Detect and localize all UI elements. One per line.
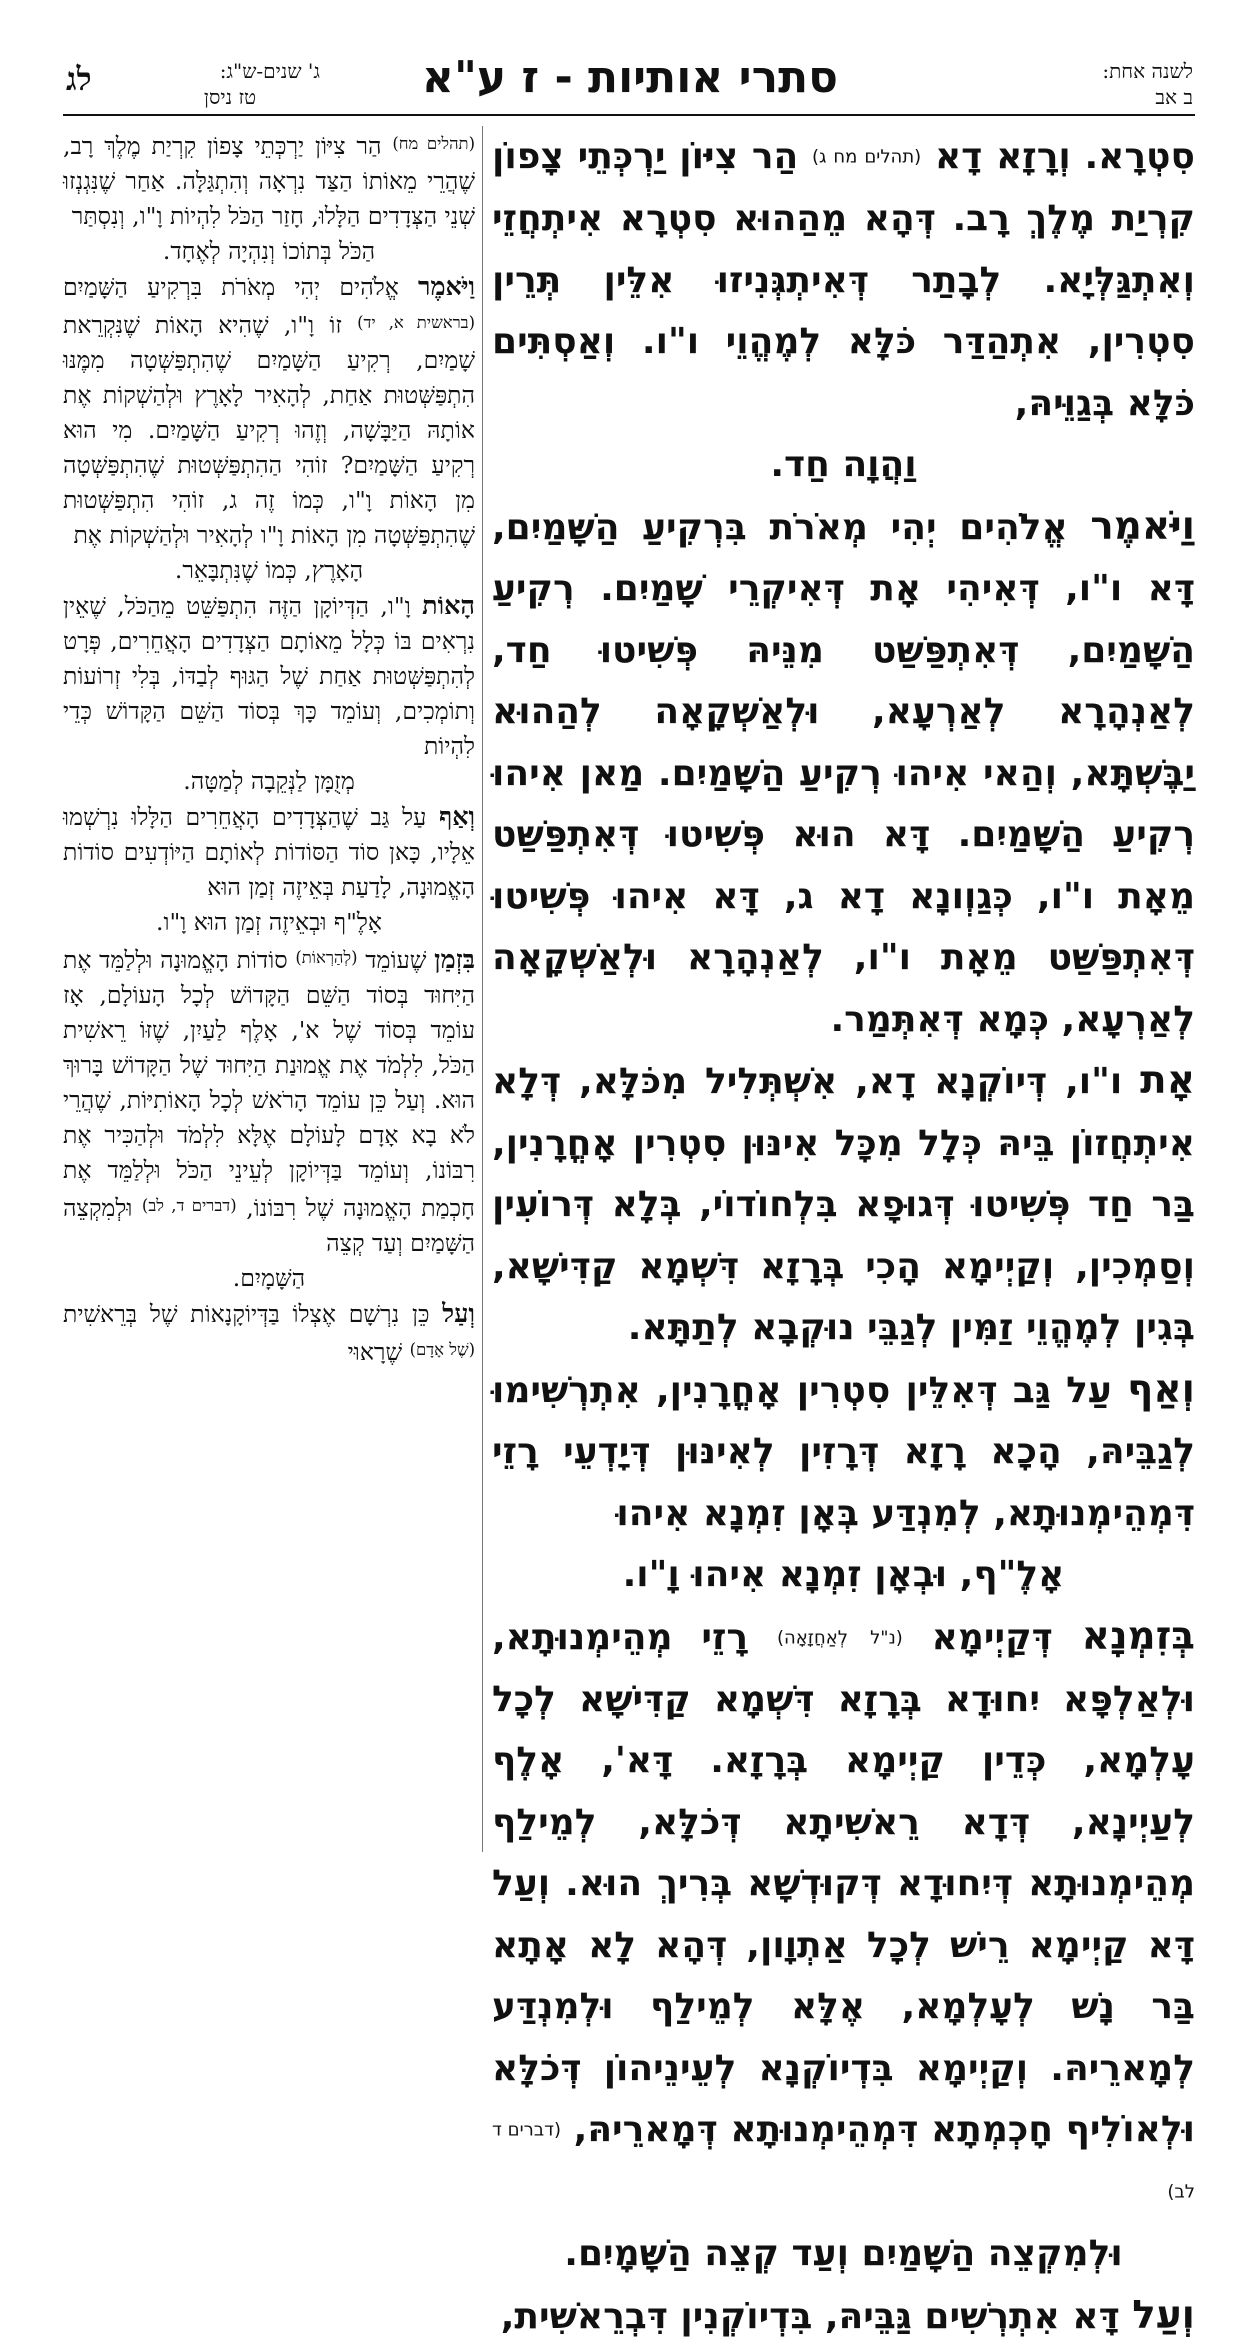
side-text: וָ"ו, הַדְּיוֹקָן הַזֶּה הִתְפַּשֵּׁט מֵהַכֹּל, שֶׁאֵין נִרְאִים בּוֹ כְּלָל מֵאוֹתָם הַצְּדָדִים הָאֲחֵרִים, פְּרָט לְהִתְפַּשְּׁטוּת אַחַת שֶׁל הַגּוּף לְבַדּוֹ, בְּלִי זְרוֹעוֹת וְתוֹמְכִים, וְעוֹמֵד כָּךְ בְּסוֹד הַשֵּׁם הַקָּדוֹשׁ כְּדֵי לִהְיוֹת xyxy=(63,591,475,760)
header-left-line1: ג' שנים-ש"ג: xyxy=(219,59,320,83)
paragraph-opener: בְּזִמְנָא xyxy=(1081,1613,1195,1659)
paragraph-opener: וְעַל xyxy=(1132,2292,1195,2338)
paragraph-opener: וַיֹּאמֶר xyxy=(1090,503,1195,549)
main-paragraph-5 xyxy=(492,1606,1195,2224)
side-text: עַל גַּב שֶׁהַצְּדָדִים הָאֲחֵרִים הַלָּלוּ נִרְשְׁמוּ אֵלָיו, כָּאן סוֹד הַסּוֹדוֹת לְאוֹתָם הַיּוֹדְעִים סוֹדוֹת הָאֱמוּנָה, לָדַעַת בְּאֵיזֶה זְמַן הוּא xyxy=(63,802,475,901)
verse-reference: (בראשית א, יד) xyxy=(357,312,475,332)
main-text: רָזֵי מְהֵימְנוּתָא, וּלְאַלְפָּא יִחוּדָא בְּרָזָא דִּשְׁמָא קַדִּישָׁא לְכָל עָלְמָא, כְּדֵין קַיְימָא בְּרָזָא. דָּא', אָלֶף לְעַיְינָא, דְּדָא רֵאשִׁיתָא דְּכֹלָּא, לְמֵילַף מְהֵימְנוּתָא דְּיִחוּדָא דְּקוּדְשָׁא בְּרִיךְ הוּא. וְעַל דָּא קַיְימָא רֵישׁ לְכָל אַתְוָון, דְּהָא לָא אָתָא בַּר נָשׁ לְעָלְמָא, אֶלָּא לְמֵילַף וּלְמִנְדַּע לְמָארֵיהּ. וְקַיְימָא בִּדְיוֹקְנָא לְעֵינֵיהוֹן דְּכֹלָּא וּלְאוֹלִיף חָכְמְתָא דִּמְהֵימְנוּתָא דְּמָארֵיהּ, xyxy=(492,1616,1195,2151)
verse-reference: (דברים ד לב) xyxy=(492,2119,1195,2203)
paragraph-opener: וְעַל xyxy=(442,1297,475,1328)
side-paragraph-2 xyxy=(63,269,475,553)
side-paragraph-1 xyxy=(63,126,475,234)
textual-note: (שֶׁל אָדָם) xyxy=(409,1339,475,1359)
verse-reference: (דברים ד, לב) xyxy=(141,1195,237,1215)
main-text: עַל גַּב דְּאִלֵּין סִטְרִין אָחֳרָנִין, אִתְרְשִׁימוּ לְגַבֵּיהּ, הָכָא רָזָא דְּרָזִין לְאִינּוּן דְּיָדְעֵי רָזֵי דִּמְהֵימְנוּתָא, לְמִנְדַּע בְּאָן זִמְנָא אִיהוּ xyxy=(492,1369,1195,1534)
header-right-line2: ב אב xyxy=(1155,85,1193,109)
main-text: ו"ו, דְּיוֹקְנָא דָא, אִשְׁתְּלִיל מִכֹּלָּא, דְּלָא אִיתְחֲזוֹן בֵּיהּ כְּלָל מִכָּל אִינּוּן סִטְרִין אָחֳרָנִין, בַּר חַד פְּשִׁיטוּ דְּגוּפָא בִּלְחוֹדוֹי, בְּלָא דְּרוֹעִין וְסַמְכִין, וְקַיְימָא הָכִי בְּרָזָא דִּשְׁמָא קַדִּישָׁא, בְּגִין לְמֶהֱוֵי זַמִּין לְגַבֵּי נוּקְבָא לְתַתָּא. xyxy=(492,1061,1195,1349)
main-text: דָּא אִתְרְשִׁים גַּבֵּיהּ, בִּדְיוֹקְנִין דִּבְרֵאשִׁית, xyxy=(500,2295,1120,2337)
paragraph-opener: וְאַף xyxy=(1127,1366,1195,1412)
header-left-note xyxy=(150,58,320,110)
main-text: דְּקַיְימָא xyxy=(931,1616,1053,1658)
paragraph-opener: וְאַף xyxy=(439,800,475,831)
translation-column xyxy=(63,126,475,1370)
paragraph-opener: הָאוֹת xyxy=(422,589,475,620)
side-paragraph-2-end: הָאָרֶץ, כְּמוֹ שֶׁנִּתְבָּאֵר. xyxy=(174,555,364,584)
side-text: אֱלֹהִים יְהִי מְאֹרֹת בִּרְקִיעַ הַשָּׁמַיִם xyxy=(63,272,399,301)
textual-note: (נ"ל לְאַחֲזָאָה) xyxy=(776,1627,903,1649)
main-text: אֱלֹהִים יְהִי מְאֹרֹת בִּרְקִיעַ הַשָּׁמַיִם, דָּא ו"ו, דְּאִיהִי אָת דְּאִיקְרֵי שָׁמַיִם. רְקִיעַ הַשָּׁמַיִם, דְּאִתְפַּשַּׁט מִנֵּיהּ פְּשִׁיטוּ חַד, לְאַנְהָרָא לְאַרְעָא, וּלְאַשְׁקָאָה לְהַהוּא יַבֶּשְׁתָּא, וְהַאי אִיהוּ רְקִיעַ הַשָּׁמַיִם. מַאן אִיהוּ רְקִיעַ הַשָּׁמַיִם. דָּא הוּא פְּשִׁיטוּ דְּאִתְפַּשַּׁט מֵאָת ו"ו, כְּגַוְונָא דָא ג, דָּא אִיהוּ פְּשִׁיטוּ דְּאִתְפַּשַּׁט מֵאָת ו"ו, לְאַנְהָרָא וּלְאַשְׁקָאָה לְאַרְעָא, כְּמָא דְּאִתְּמַר. xyxy=(492,506,1195,1040)
page-number: לג xyxy=(66,60,92,98)
side-paragraph-4-end: אָלֶ"ף וּבְאֵיזֶה זְמַן הוּא וָ"ו. xyxy=(155,907,383,936)
main-paragraph-4 xyxy=(492,1359,1195,1545)
main-paragraph-1 xyxy=(492,126,1195,434)
side-paragraph-3-end: מְזֻמָּן לַנְּקֵבָה לְמַטָּה. xyxy=(183,766,355,795)
side-text: שֶׁעוֹמֵד xyxy=(365,945,427,974)
main-text: סִטְרָא. וְרָזָא דָא xyxy=(934,136,1195,177)
main-text: הַר צִיּוֹן יַרְכְּתֵי צָפוֹן קִרְיַת מֶלֶךְ רָב. דְּהָא מֵהַהוּא סִטְרָא אִיתְחֲזֵי וְאִתְגַּלְּיָא. לְבָתַר דְּאִיתְגְּנִיזוּ אִלֵּין תְּרֵין סִטְרִין, אִתְהַדַּר כֹּלָּא לְמֶהֱוֵי ו"ו. וְאַסְתִּים כֹּלָּא בְּגַוֵּיהּ, xyxy=(492,136,1195,424)
textual-note: (לְהַרְאוֹת) xyxy=(295,947,358,967)
main-paragraph-5-end: וּלְמִקְצֵה הַשָּׁמַיִם וְעַד קְצֵה הַשָּׁמָיִם. xyxy=(564,2233,1123,2275)
verse-reference: (תהלים מח ג) xyxy=(812,146,922,168)
main-paragraph-2 xyxy=(492,496,1195,1051)
side-text: כֵּן נִרְשָׁם אֶצְלוֹ בַּדְּיוֹקָנָאוֹת שֶׁל בְּרֵאשִׁית xyxy=(63,1299,430,1328)
column-divider xyxy=(482,126,483,1852)
side-text: שֶׁרָאוּי xyxy=(347,1337,403,1366)
side-paragraph-4 xyxy=(63,799,475,905)
header-right-note xyxy=(1083,58,1193,110)
main-column xyxy=(492,126,1195,2347)
main-paragraph-1-end: וַהֲוָה חַד. xyxy=(770,444,917,486)
main-paragraph-3 xyxy=(492,1050,1195,1359)
header-left-line2: טז ניסן xyxy=(203,85,257,109)
header-right-line1: לשנה אחת: xyxy=(1102,59,1193,83)
main-paragraph-4-end: אָלֶ"ף, וּבְאָן זִמְנָא אִיהוּ וָ"ו. xyxy=(622,1554,1065,1596)
side-text: וּלְמִקְצֵה הַשָּׁמַיִם וְעַד קְצֵה xyxy=(63,1193,475,1257)
side-paragraph-3 xyxy=(63,588,475,764)
side-text: הַר צִיּוֹן יַרְכְּתֵי צָפוֹן קִרְיַת מֶלֶךְ רָב, שֶׁהֲרֵי מֵאוֹתוֹ הַצַּד נִרְאָה וְהִתְגַּלָּה. אַחַר שֶׁנִּגְנְזוּ שְׁנֵי הַצְּדָדִים הַלָּלוּ, חָזַר הַכֹּל לִהְיוֹת וָ"ו, וְנִסְתַּר xyxy=(63,131,475,230)
page-title: סתרי אותיות - ז ע"א xyxy=(421,52,839,103)
side-paragraph-1-end: הַכֹּל בְּתוֹכוֹ וְנִהְיָה לְאֶחָד. xyxy=(162,236,376,265)
side-text: סוֹדוֹת הָאֱמוּנָה וּלְלַמֵּד אֶת הַיִּחוּד בְּסוֹד הַשֵּׁם הַקָּדוֹשׁ לְכָל הָעוֹלָם, אָז עוֹמֵד בְּסוֹד שֶׁל א', אָלֶף לַעַיִן, שֶׁזּוֹ רֵאשִׁית הַכֹּל, לִלְמֹד אֶת אֱמוּנַת הַיִּחוּד שֶׁל הַקָּדוֹשׁ בָּרוּךְ הוּא. וְעַל כֵּן עוֹמֵד הָרֹאשׁ לְכָל הָאוֹתִיּוֹת, שֶׁהֲרֵי לֹא בָא אָדָם לָעוֹלָם אֶלָּא לִלְמֹד וּלְהַכִּיר אֶת רִבּוֹנוֹ, וְעוֹמֵד בַּדְּיוֹקָן לְעֵינֵי הַכֹּל וּלְלַמֵּד אֶת חָכְמַת הָאֱמוּנָה שֶׁל רִבּוֹנוֹ, xyxy=(63,945,475,1222)
side-paragraph-6 xyxy=(63,1296,475,1370)
paragraph-opener: וַיֹּאמֶר xyxy=(418,270,475,301)
paragraph-opener: אָת xyxy=(1140,1058,1195,1104)
header-rule xyxy=(63,114,1195,116)
side-paragraph-5-end: הַשָּׁמָיִם. xyxy=(232,1263,306,1292)
side-paragraph-5 xyxy=(63,940,475,1261)
verse-reference: (תהלים מח) xyxy=(392,134,475,153)
main-paragraph-6 xyxy=(492,2285,1195,2347)
paragraph-opener: בִּזְמַן xyxy=(434,943,475,974)
side-text: זוֹ וָ"ו, שֶׁהִיא הָאוֹת שֶׁנִּקְרֵאת שָׁמַיִם, רְקִיעַ הַשָּׁמַיִם שֶׁהִתְפַּשְּׁטָה מִמֶּנּוּ הִתְפַּשְּׁטוּת אַחַת, לְהָאִיר לָאָרֶץ וּלְהַשְׁקוֹת אֶת אוֹתָהּ הַיַּבָּשָׁה, וְזֶהוּ רְקִיעַ הַשָּׁמַיִם. מִי הוּא רְקִיעַ הַשָּׁמַיִם? זוֹהִי הַהִתְפַּשְּׁטוּת שֶׁהִתְפַּשְּׁטָה מִן הָאוֹת וָ"ו, כְּמוֹ זֶה ג, זוֹהִי הִתְפַּשְּׁטוּת שֶׁהִתְפַּשְּׁטָה מִן הָאוֹת וָ"ו לְהָאִיר וּלְהַשְׁקוֹת אֶת xyxy=(63,310,475,549)
